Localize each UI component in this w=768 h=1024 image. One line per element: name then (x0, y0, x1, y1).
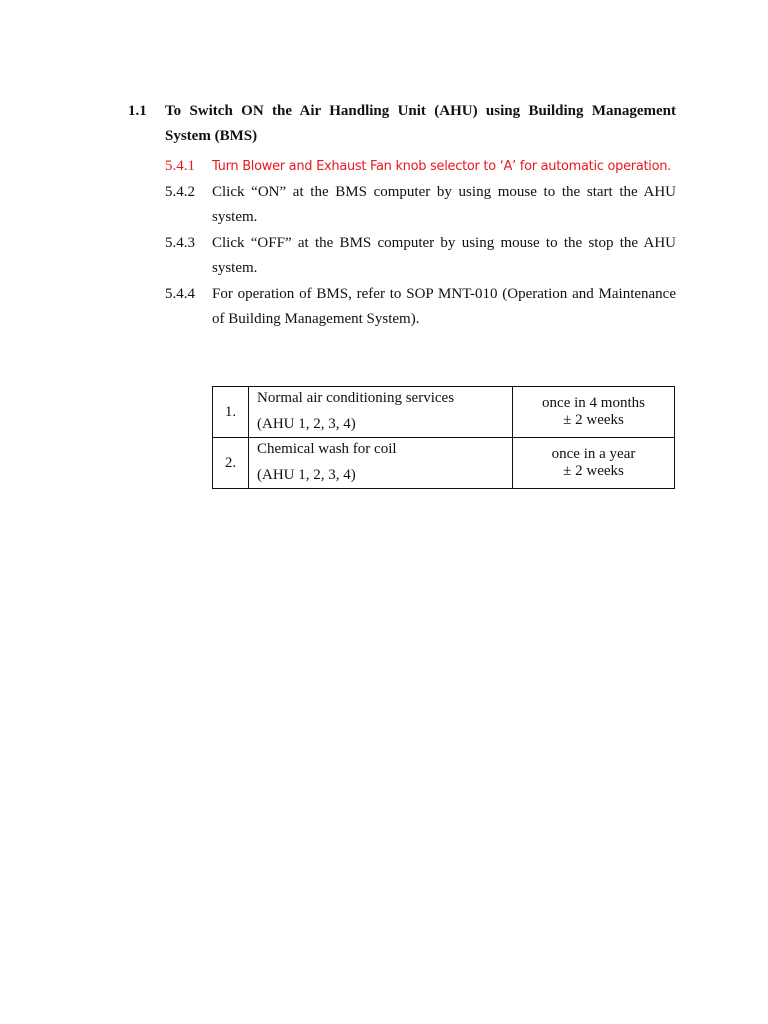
table-row (213, 387, 675, 438)
step-text: For operation of BMS, refer to SOP MNT-010 (Operation and Maintenance of Building Management System). (212, 286, 676, 327)
service-frequency (513, 438, 675, 489)
step-text: Turn Blower and Exhaust Fan knob selector to ‘A’ for automatic operation. (212, 159, 672, 174)
step-number: 5.4.1 (165, 158, 195, 174)
step-text: Click “ON” at the BMS computer by using mouse to the start the AHU system. (212, 184, 676, 225)
row-number: 2. (213, 438, 249, 489)
step-5-4-4 (165, 282, 676, 332)
service-units: (AHU 1, 2, 3, 4) (257, 416, 356, 432)
step-5-4-3 (165, 231, 676, 281)
section-number: 1.1 (128, 103, 147, 119)
frequency-interval: once in a year (551, 446, 636, 462)
row-number: 1. (213, 387, 249, 438)
frequency-interval: once in 4 months (542, 395, 645, 411)
section-heading (128, 99, 676, 149)
table-row (213, 438, 675, 489)
service-units: (AHU 1, 2, 3, 4) (257, 467, 356, 483)
service-name: Normal air conditioning services (257, 390, 455, 406)
service-frequency (513, 387, 675, 438)
step-5-4-2 (165, 180, 676, 230)
maintenance-schedule-table (212, 386, 675, 489)
frequency-tolerance: ± 2 weeks (563, 412, 624, 428)
step-number: 5.4.3 (165, 235, 195, 251)
step-text: Click “OFF” at the BMS computer by using mouse to the stop the AHU system. (212, 235, 676, 276)
frequency-tolerance: ± 2 weeks (563, 463, 624, 479)
service-description (249, 387, 513, 438)
service-description (249, 438, 513, 489)
step-number: 5.4.4 (165, 286, 195, 302)
section-title: To Switch ON the Air Handling Unit (AHU) using Building Management System (BMS) (165, 103, 676, 144)
step-5-4-1 (165, 154, 676, 179)
step-number: 5.4.2 (165, 184, 195, 200)
service-name: Chemical wash for coil (257, 441, 397, 457)
